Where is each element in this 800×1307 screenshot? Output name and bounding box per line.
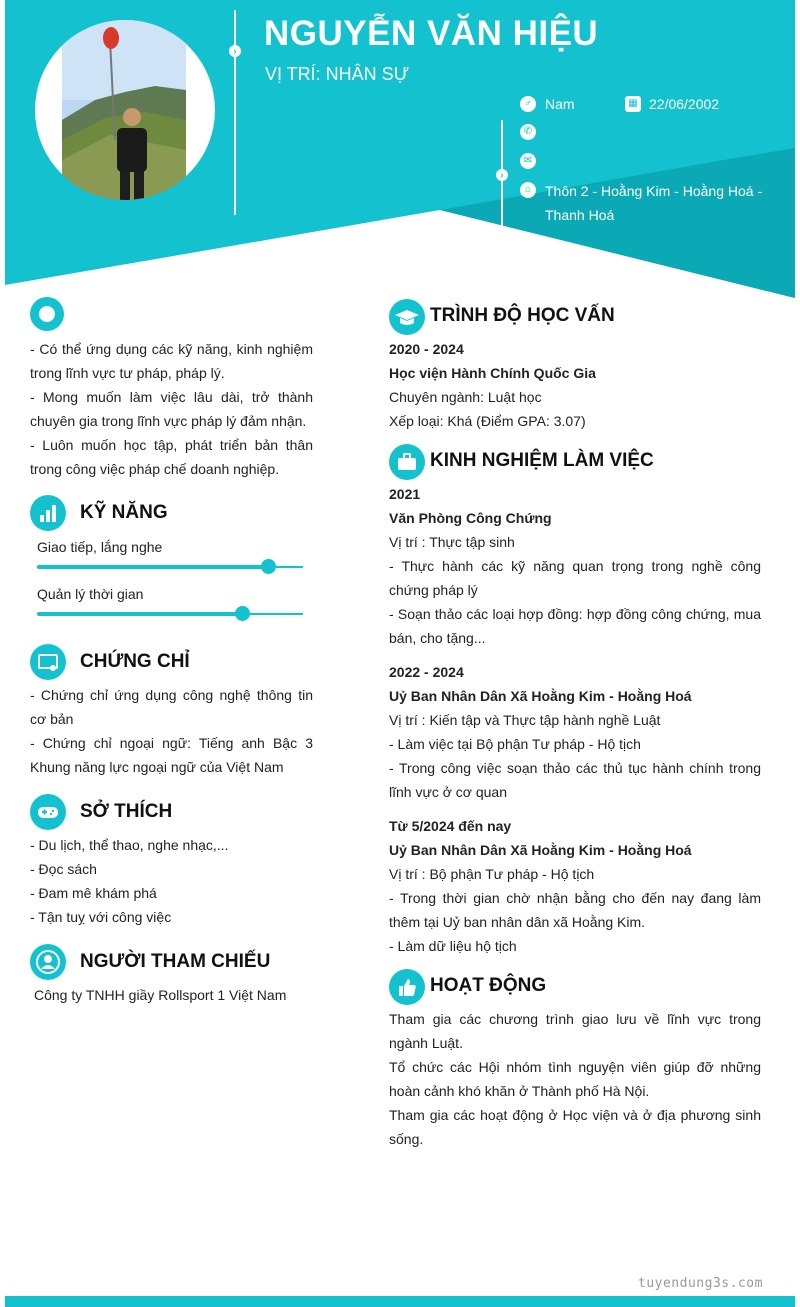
education-school: Học viện Hành Chính Quốc Gia [389,365,596,381]
hobby-line: - Du lịch, thể thao, nghe nhạc,... [30,837,229,853]
job-line: - Trong thời gian chờ nhận bằng cho đến nay đang làm thêm tại Uỷ ban nhân dân xã Hoằng Kim. [389,890,761,930]
job-line: - Trong công việc soạn thảo các thủ tục hành chính trong lĩnh vực ở cơ quan [389,760,761,800]
objective-line: - Có thể ứng dụng các kỹ năng, kinh nghiệm trong lĩnh vực tư pháp, pháp lý. [30,341,313,381]
objective-text [30,337,313,481]
activity-line: Tham gia các hoạt động ở Học viện và ở địa phương sinh sống. [389,1107,761,1147]
education-grade: Xếp loại: Khá (Điểm GPA: 3.07) [389,413,586,429]
header-divider-main [234,10,236,215]
job-period: 2022 - 2024 [389,664,464,680]
job-line: - Soạn thảo các loại hợp đồng: hợp đồng công chứng, mua bán, cho tặng... [389,606,761,646]
job-line: - Thực hành các kỹ năng quan trọng trong nghề công chứng pháp lý [389,558,761,598]
job-role: Vị trí : Bộ phận Tư pháp - Hộ tịch [389,866,595,882]
skill-label: Giao tiếp, lắng nghe [37,539,163,555]
hobby-line: - Tận tuỵ với công việc [30,909,172,925]
gender-value: Nam [545,96,575,112]
skills-title: KỸ NĂNG [80,502,168,523]
gender-icon: ♂ [520,96,536,112]
thumbs-up-icon [389,969,425,1005]
hobby-line: - Đam mê khám phá [30,885,157,901]
experience-job [389,814,761,958]
education-major: Chuyên ngành: Luật học [389,389,542,405]
photo-image [35,20,215,200]
job-period: Từ 5/2024 đến nay [389,818,512,834]
references-title: NGƯỜI THAM CHIẾU [80,951,271,972]
activities-text [389,1007,761,1151]
phone-icon: ✆ [520,124,536,140]
profile-photo [35,20,215,200]
job-company: Uỷ Ban Nhân Dân Xã Hoằng Kim - Hoằng Hoá [389,842,692,858]
certificates-text [30,683,313,779]
skill-level-knob [235,606,250,621]
hobbies-text [30,833,313,929]
certificate-line: - Chứng chỉ ngoại ngữ: Tiếng anh Bậc 3 Khung năng lực ngoại ngữ của Việt Nam [30,735,313,775]
certificates-title: CHỨNG CHỈ [80,651,190,672]
skill-bar-fill [37,612,242,616]
certificate-icon [30,644,66,680]
skill-bar-fill [37,565,268,569]
education-details [389,337,761,433]
chevron-right-icon: › [496,169,508,181]
certificate-line: - Chứng chỉ ứng dụng công nghệ thông tin cơ bản [30,687,313,727]
chevron-right-icon: › [229,45,241,57]
activity-line: Tổ chức các Hội nhóm tình nguyện viên giúp đỡ những hoàn cảnh khó khăn ở Thành phố Hà Nội. [389,1059,761,1099]
hobby-line: - Đọc sách [30,861,97,877]
job-company: Văn Phòng Công Chứng [389,510,552,526]
objective-icon [30,297,64,331]
email-icon: ✉ [520,153,536,169]
experience-title: KINH NGHIỆM LÀM VIỆC [430,450,654,471]
education-title: TRÌNH ĐỘ HỌC VẤN [430,305,615,326]
birthdate-value: 22/06/2002 [649,96,720,112]
activity-line: Tham gia các chương trình giao lưu về lĩnh vực trong ngành Luật. [389,1011,761,1051]
briefcase-icon [389,444,425,480]
calendar-icon: ▦ [625,96,641,112]
graduation-cap-icon [389,299,425,335]
reference-line: Công ty TNHH giầy Rollsport 1 Việt Nam [34,987,287,1003]
objective-line: - Mong muốn làm việc lâu dài, trở thành chuyên gia trong lĩnh vực pháp lý đảm nhận. [30,389,313,429]
home-icon: ⌂ [520,182,536,198]
experience-job [389,660,761,804]
job-role: Vị trí : Kiến tập và Thực tập hành nghề Luật [389,712,661,728]
chart-bars-icon [30,495,66,531]
activities-title: HOẠT ĐỘNG [430,975,547,996]
job-role: Vị trí : Thực tập sinh [389,534,515,550]
gamepad-icon [30,794,66,830]
hobbies-title: SỞ THÍCH [80,801,173,822]
education-period: 2020 - 2024 [389,341,464,357]
job-line: - Làm dữ liệu hộ tịch [389,938,517,954]
user-icon [30,944,66,980]
candidate-position: VỊ TRÍ: NHÂN SỰ [265,64,410,84]
job-period: 2021 [389,486,421,502]
candidate-name: NGUYỄN VĂN HIỆU [264,14,599,53]
footer-bar [5,1296,795,1307]
address-value: Thôn 2 - Hoằng Kim - Hoằng Hoá - Thanh Hoá [545,183,763,223]
experience-job [389,482,761,650]
objective-line: - Luôn muốn học tập, phát triển bản thân trong công việc pháp chế doanh nghiệp. [30,437,313,477]
watermark: tuyendung3s.com [638,1276,763,1291]
job-line: - Làm việc tại Bộ phận Tư pháp - Hộ tịch [389,736,641,752]
skill-level-knob [261,559,276,574]
skill-label: Quản lý thời gian [37,586,144,602]
job-company: Uỷ Ban Nhân Dân Xã Hoằng Kim - Hoằng Hoá [389,688,692,704]
